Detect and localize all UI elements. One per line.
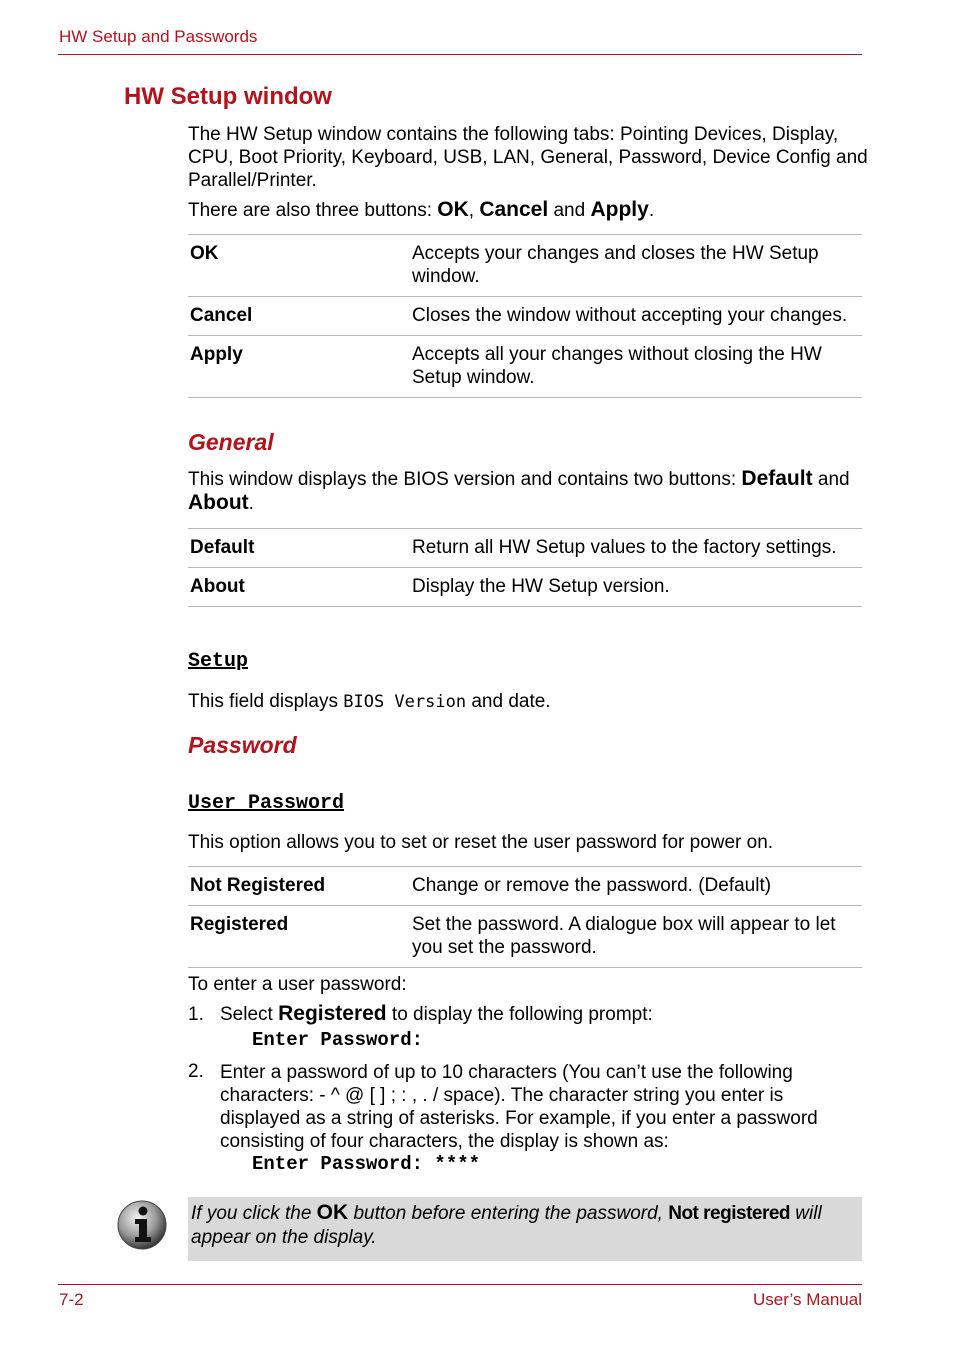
general-period-text: .: [248, 493, 254, 514]
step-2-text: Enter a password of up to 10 characters (You can’t use the following characters: - ^ @ [ ] ; : , . / space). The character string you enter is displayed as a string of asterisks. For example, if you enter a password consisting of four characters, the display is shown as:: [220, 1062, 818, 1152]
password-heading: Password: [188, 732, 297, 758]
step-number: 1.: [188, 1004, 204, 1025]
and-text: and: [548, 200, 591, 221]
cancel-term: Cancel: [479, 198, 549, 221]
table-value: Set the password. A dialogue box will appear to let you set the password.: [412, 906, 862, 968]
buttons-pre-text: There are also three buttons:: [188, 200, 438, 221]
step1-post: to display the following prompt:: [386, 1004, 653, 1025]
steps-intro: To enter a user password:: [188, 974, 407, 995]
buttons-paragraph: [188, 198, 868, 222]
table-row: [188, 336, 862, 398]
intro-paragraph: The HW Setup window contains the following tabs: Pointing Devices, Display, CPU, Boot Priority, Keyboard, USB, LAN, General, Password, Device Config and Parallel/Printer.: [188, 124, 868, 191]
step-number: 2.: [188, 1061, 204, 1082]
manual-title: User’s Manual: [753, 1290, 862, 1309]
table-row: [188, 235, 862, 297]
header-rule: [58, 54, 862, 55]
note-pre: If you click the: [191, 1203, 317, 1224]
table-key: Registered: [188, 906, 412, 968]
note-post: will appear on the display.: [191, 1203, 822, 1248]
period-text: .: [648, 200, 655, 221]
buttons-table: [188, 234, 862, 398]
note-box: [188, 1197, 862, 1261]
setup-paragraph: [188, 690, 868, 714]
info-icon: [116, 1199, 168, 1251]
about-term: About: [188, 491, 249, 514]
table-row: [188, 867, 862, 906]
table-key: Default: [188, 529, 412, 568]
table-key: Not Registered: [188, 867, 412, 906]
step1-pre: Select: [220, 1004, 279, 1025]
prompt-code-asterisks: Enter Password: ****: [252, 1153, 481, 1175]
ok-term: OK: [437, 198, 469, 221]
table-row: [188, 529, 862, 568]
table-value: Display the HW Setup version.: [412, 568, 862, 607]
table-value: Closes the window without accepting your changes.: [412, 297, 862, 336]
general-and-text: and: [812, 469, 850, 490]
setup-heading: Setup: [188, 650, 249, 673]
bios-version-code: BIOS Version: [343, 692, 467, 712]
general-paragraph: [188, 467, 868, 515]
note-text: [191, 1201, 859, 1250]
page-number: 7-2: [59, 1290, 84, 1309]
general-table: [188, 528, 862, 607]
note-not-registered-term: Not registered: [668, 1203, 791, 1224]
table-key: Cancel: [188, 297, 412, 336]
table-row: [188, 906, 862, 968]
note-mid: button before entering the password,: [348, 1203, 669, 1224]
comma-text: ,: [468, 200, 480, 221]
table-value: Accepts all your changes without closing the HW Setup window.: [412, 336, 862, 398]
table-key: About: [188, 568, 412, 607]
default-term: Default: [741, 467, 813, 490]
table-key: OK: [188, 235, 412, 297]
step-1-text: [220, 1002, 865, 1026]
table-value: Accepts your changes and closes the HW Setup window.: [412, 235, 862, 297]
running-header: HW Setup and Passwords: [59, 27, 258, 46]
table-row: [188, 568, 862, 607]
registered-term: Registered: [278, 1002, 387, 1025]
note-ok-term: OK: [316, 1201, 349, 1224]
table-key: Apply: [188, 336, 412, 398]
setup-desc-post: and date.: [466, 691, 551, 712]
general-desc-pre: This window displays the BIOS version and contains two buttons:: [188, 469, 742, 490]
table-row: [188, 297, 862, 336]
apply-term: Apply: [590, 198, 649, 221]
user-password-paragraph: This option allows you to set or reset the user password for power on.: [188, 832, 774, 853]
table-value: Change or remove the password. (Default): [412, 867, 862, 906]
footer-rule: [58, 1284, 862, 1285]
prompt-code: Enter Password:: [252, 1029, 424, 1051]
table-value: Return all HW Setup values to the factory settings.: [412, 529, 862, 568]
setup-desc-pre: This field displays: [188, 691, 344, 712]
password-table: [188, 866, 862, 968]
user-password-heading: User Password: [188, 792, 345, 815]
section-title: HW Setup window: [124, 83, 332, 110]
general-heading: General: [188, 429, 274, 455]
